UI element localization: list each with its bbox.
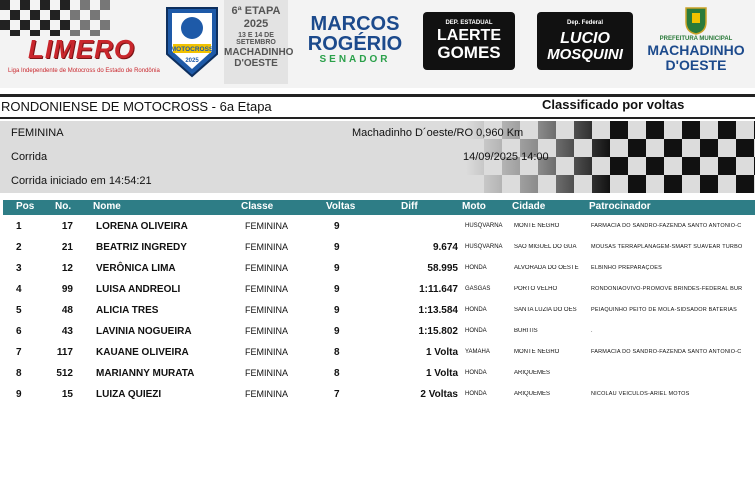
cell-rider-name: KAUANE OLIVEIRA: [96, 347, 189, 358]
cell-rider-name: BEATRIZ INGREDY: [96, 242, 187, 253]
cell-sponsor: MOUSAS TERRAPLANAGEM-SMART SUAVEAR TURBO: [591, 244, 743, 250]
badge-year: 2025: [185, 58, 199, 64]
cell-diff: 2 Voltas: [420, 389, 458, 400]
motocross-badge-icon: [163, 4, 221, 80]
cell-number: 99: [61, 284, 73, 295]
col-header-voltas: Voltas: [326, 201, 356, 212]
sponsor-laerte-gomes: [423, 12, 515, 70]
event-title: RONDONIENSE DE MOTOCROSS - 6a Etapa: [1, 99, 272, 114]
cell-number: 43: [61, 326, 73, 337]
etapa-dates: 13 E 14 DE SETEMBRO: [236, 32, 276, 46]
cell-sponsor: PEIAQUINHO PEITO DE MOLA-SIDSADOR BATERIAS: [591, 307, 738, 313]
cell-bike: HONDA: [465, 370, 487, 376]
cell-sponsor: FARMÁCIA DO SANDRO-FAZENDA SANTO ANTÔNIO-C: [591, 349, 742, 355]
etapa-city-2: D'OESTE: [234, 58, 278, 69]
sponsor-prefeitura: [642, 4, 750, 73]
col-header-moto: Moto: [462, 201, 486, 212]
col-header-cidade: Cidade: [512, 201, 546, 212]
cell-laps: 9: [334, 221, 340, 232]
etapa-year: 2025: [243, 18, 269, 30]
table-row: [3, 322, 755, 343]
cell-class: FEMININA: [245, 221, 289, 231]
cell-laps: 9: [334, 305, 340, 316]
etapa-box: [224, 0, 294, 84]
cell-pos: 8: [16, 368, 22, 379]
cell-rider-name: LUISA ANDREOLI: [96, 284, 181, 295]
cell-sponsor: ELBINHO PREPARAÇÕES: [591, 265, 662, 271]
sponsor-line: MACHADINHO: [647, 42, 745, 58]
col-header-diff: Diff: [401, 201, 418, 212]
sponsor-caption: PREFEITURA MUNICIPAL: [659, 36, 733, 42]
etapa-label: 6ª ETAPA: [231, 5, 281, 17]
cell-sponsor: FARMÁCIA DO SANDRO-FAZENDA SANTO ANTÔNIO-C: [591, 223, 742, 229]
cell-city: SÃO MIGUEL DO GUA: [514, 244, 577, 250]
col-header-no: No.: [55, 201, 72, 212]
cell-sponsor: RONDÔNIAOVIVO-PROMOVE BRINDES-FEDERAL BUR: [591, 286, 743, 292]
cell-city: ALVORADA DO OESTE: [514, 265, 579, 271]
cell-sponsor: NICOLAU VEÍCULOS-ARIEL MOTOS: [591, 391, 690, 397]
sponsor-line: LUCIO: [560, 30, 610, 47]
cell-sponsor: .: [591, 328, 593, 334]
limero-tagline: Liga Independente de Motocross do Estado de Rondônia: [8, 68, 160, 74]
cell-diff: 58.995: [427, 263, 458, 274]
session-label: Corrida: [11, 151, 48, 163]
cell-class: FEMININA: [245, 389, 289, 399]
cell-bike: GASGAS: [465, 286, 491, 292]
cell-rider-name: LAVINIA NOGUEIRA: [96, 326, 192, 337]
cell-laps: 7: [334, 389, 340, 400]
cell-pos: 6: [16, 326, 22, 337]
cell-pos: 7: [16, 347, 22, 358]
results-table-header: [3, 200, 755, 215]
badge-text: MOTOCROSS: [170, 46, 214, 53]
sponsor-banner: [0, 0, 755, 88]
sponsor-marcos-rogerio: [300, 14, 410, 66]
cell-city: SANTA LUZIA DO OES: [514, 307, 577, 313]
crest-icon: [682, 4, 710, 36]
sponsor-lucio-mosquini: [537, 12, 633, 70]
cell-laps: 9: [334, 326, 340, 337]
classification-label: Classificado por voltas: [542, 97, 685, 112]
col-header-pos: Pos: [16, 201, 35, 212]
cell-laps: 8: [334, 347, 340, 358]
cell-city: MONTE NEGRO: [514, 349, 560, 355]
sponsor-line: SENADOR: [319, 54, 391, 65]
col-header-patrocinador: Patrocinador: [589, 201, 651, 212]
table-row: [3, 259, 755, 280]
sponsor-caption: Dep. Federal: [566, 20, 603, 26]
cell-bike: HONDA: [465, 307, 487, 313]
cell-rider-name: LORENA OLIVEIRA: [96, 221, 188, 232]
sponsor-line: D'OESTE: [665, 57, 727, 73]
category-label: FEMININA: [11, 127, 64, 139]
cell-rider-name: VERÔNICA LIMA: [96, 263, 176, 274]
cell-pos: 1: [16, 221, 22, 232]
col-header-nome: Nome: [93, 201, 121, 212]
cell-diff: 1:13.584: [418, 305, 458, 316]
cell-pos: 3: [16, 263, 22, 274]
cell-laps: 8: [334, 368, 340, 379]
sponsor-line: ROGÉRIO: [307, 33, 403, 55]
race-info-box: [0, 121, 755, 193]
cell-pos: 9: [16, 389, 22, 400]
cell-laps: 9: [334, 263, 340, 274]
sponsor-line: MARCOS: [310, 13, 400, 35]
cell-city: PORTO VELHO: [514, 286, 558, 292]
cell-bike: HONDA: [465, 265, 487, 271]
cell-diff: 1:15.802: [418, 326, 458, 337]
divider: [0, 117, 755, 119]
cell-diff: 9.674: [432, 242, 458, 253]
start-time-label: Corrida iniciado em 14:54:21: [11, 175, 152, 187]
cell-city: MONTE NEGRO: [514, 223, 560, 229]
cell-number: 48: [61, 305, 73, 316]
table-row: [3, 385, 755, 406]
sponsor-line: LAERTE: [437, 27, 501, 44]
cell-class: FEMININA: [245, 284, 289, 294]
cell-class: FEMININA: [245, 263, 289, 273]
cell-city: BURITIS: [514, 328, 538, 334]
cell-bike: HONDA: [465, 328, 487, 334]
table-row: [3, 280, 755, 301]
cell-diff: 1 Volta: [425, 347, 458, 358]
sponsor-line: MOSQUINI: [547, 46, 623, 63]
table-row: [3, 238, 755, 259]
cell-bike: HONDA: [465, 391, 487, 397]
cell-number: 12: [61, 263, 73, 274]
cell-rider-name: MARIANNY MURATA: [96, 368, 195, 379]
cell-pos: 4: [16, 284, 22, 295]
cell-pos: 2: [16, 242, 22, 253]
cell-rider-name: LUIZA QUIEZI: [96, 389, 162, 400]
table-row: [3, 343, 755, 364]
cell-diff: 1:11.647: [419, 284, 458, 295]
cell-class: FEMININA: [245, 368, 289, 378]
cell-bike: YAMAHA: [465, 349, 490, 355]
cell-city: ARIQUEMES: [514, 370, 551, 376]
sponsor-caption: DEP. ESTADUAL: [445, 20, 493, 26]
cell-number: 17: [61, 221, 73, 232]
cell-number: 512: [56, 368, 73, 379]
etapa-city: MACHADINHO: [224, 47, 294, 58]
cell-pos: 5: [16, 305, 22, 316]
cell-class: FEMININA: [245, 305, 289, 315]
sponsor-line: GOMES: [437, 43, 501, 62]
cell-class: FEMININA: [245, 242, 289, 252]
table-row: [3, 364, 755, 385]
location-label: Machadinho D´oeste/RO 0,960 Km: [352, 127, 524, 139]
col-header-classe: Classe: [241, 201, 274, 212]
datetime-label: 14/09/2025 14:00: [463, 151, 549, 163]
limero-logo: [0, 0, 160, 84]
cell-laps: 9: [334, 284, 340, 295]
cell-number: 21: [61, 242, 73, 253]
cell-number: 117: [56, 347, 73, 358]
cell-laps: 9: [334, 242, 340, 253]
cell-city: ARIQUEMES: [514, 391, 551, 397]
cell-diff: 1 Volta: [425, 368, 458, 379]
cell-number: 15: [61, 389, 73, 400]
cell-class: FEMININA: [245, 347, 289, 357]
cell-class: FEMININA: [245, 326, 289, 336]
cell-bike: HUSQVARNA: [465, 244, 503, 250]
limero-wordmark: LIMERO: [28, 34, 136, 64]
checkered-flag-icon: [0, 0, 110, 36]
cell-rider-name: ALICIA TRES: [96, 305, 159, 316]
cell-bike: HUSQVARNA: [465, 223, 503, 229]
table-row: [3, 217, 755, 238]
table-row: [3, 301, 755, 322]
